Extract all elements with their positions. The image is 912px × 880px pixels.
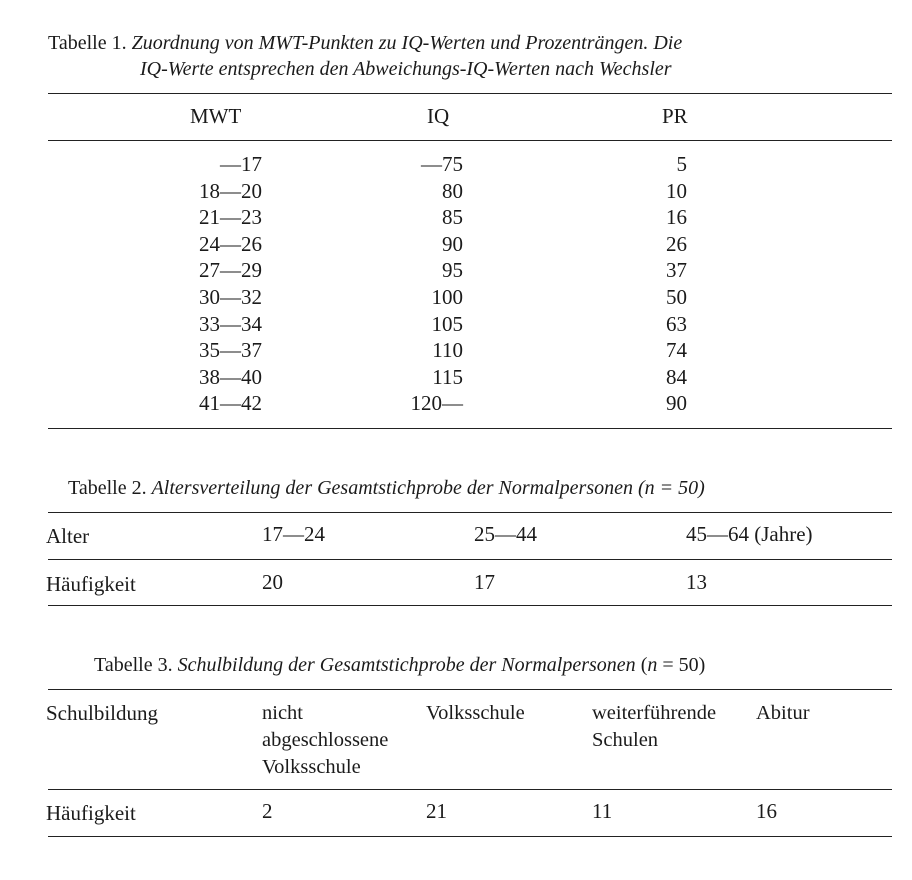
table1-cell-mwt: 35—37 (199, 338, 262, 363)
table1-cell-mwt: 33—34 (199, 311, 262, 336)
table3-top-rule (48, 689, 892, 690)
table1-cell-pr: 5 (676, 152, 687, 176)
table3-category-1 (262, 700, 388, 781)
table3-bottom-rule (48, 836, 892, 837)
table3-count-2: 21 (426, 799, 447, 823)
table1-cell-mwt: 27—29 (199, 258, 262, 283)
table1-cell-iq: 95 (442, 258, 463, 283)
table2-top-rule (48, 512, 892, 513)
table2-label-alter: Alter (46, 524, 90, 548)
table1-cell-pr: 10 (666, 178, 687, 203)
table2-label-haeufigkeit: Häufigkeit (46, 572, 136, 596)
table3-category-2 (426, 700, 525, 727)
table1-cell-iq: 120— (410, 391, 463, 416)
table3-category-2-line: Volksschule (426, 702, 525, 724)
table1-cell-mwt: 18—20 (199, 178, 262, 203)
table1-cell-pr: 26 (666, 231, 687, 256)
table1-cell-pr: 74 (666, 338, 687, 363)
table3-caption-n-open: ( (640, 654, 648, 676)
table1-cell-mwt: —17 (220, 152, 262, 176)
table3-count-4: 16 (756, 799, 777, 823)
table1-cell-pr: 50 (666, 285, 687, 309)
table3-caption-n-var: n (647, 654, 658, 676)
table1-cell-iq: 110 (432, 338, 463, 363)
table2-bottom-rule (48, 605, 892, 606)
table1-cell-mwt: 41—42 (199, 391, 262, 416)
table3-caption-label: Tabelle 3. (94, 654, 173, 676)
table1-cell-pr: 90 (666, 391, 687, 416)
table1-cell-pr: 16 (666, 205, 687, 230)
table3-category-1-line: nicht (262, 702, 303, 724)
table1-caption-line2 (140, 58, 672, 81)
table1-header-pr: PR (662, 104, 688, 128)
table1-cell-iq: 115 (432, 364, 463, 389)
table2-caption-n: (n = 50) (638, 477, 705, 499)
table1-caption-label: Tabelle 1. (48, 32, 127, 54)
table1-cell-iq: 85 (442, 205, 463, 230)
table1-header-rule (48, 140, 892, 141)
table2-age-1: 17—24 (262, 522, 325, 546)
table3-middle-rule (48, 789, 892, 790)
table1-cell-iq: 100 (431, 285, 463, 309)
table1-cell-iq: —75 (421, 152, 463, 176)
table3-category-1-line: Volksschule (262, 756, 361, 778)
table3-category-4-line: Abitur (756, 702, 810, 724)
table1-cell-pr: 63 (666, 311, 687, 336)
table2-middle-rule (48, 559, 892, 560)
table3-category-3-line: Schulen (592, 729, 659, 751)
table3-label-haeufigkeit: Häufigkeit (46, 801, 136, 825)
table1-cell-pr: 84 (666, 364, 687, 389)
table2-age-3: 45—64 (Jahre) (686, 522, 813, 546)
table1-cell-iq: 80 (442, 178, 463, 203)
table1-cell-mwt: 21—23 (199, 205, 262, 230)
table3-caption-text: Schulbildung der Gesamtstichprobe der Normalpersonen (177, 654, 636, 676)
table2-caption (68, 477, 705, 500)
table1-bottom-rule (48, 428, 892, 429)
table2-count-2: 17 (474, 570, 495, 594)
table1-caption-text-2: IQ-Werte entsprechen den Abweichungs-IQ-Werten nach Wechsler (140, 58, 672, 80)
table1-cell-mwt: 38—40 (199, 364, 262, 389)
table3-count-3: 11 (592, 799, 613, 823)
table3-caption-n-rest: = 50) (662, 654, 706, 676)
table2-count-3: 13 (686, 570, 707, 594)
table3-category-3-line: weiterführende (592, 702, 717, 724)
table1-caption-text: Zuordnung von MWT-Punkten zu IQ-Werten und Prozenträngen. Die (131, 32, 683, 54)
table1-cell-mwt: 30—32 (199, 285, 262, 309)
table2-caption-text: Altersverteilung der Gesamtstichprobe der Normalpersonen (151, 477, 633, 499)
table1-cell-iq: 90 (442, 231, 463, 256)
table1-cell-iq: 105 (431, 311, 463, 336)
table2-age-2: 25—44 (474, 522, 537, 546)
table3-caption (94, 654, 705, 677)
table1-caption-line1 (48, 32, 682, 55)
table1-header-mwt: MWT (190, 104, 242, 128)
table3-category-1-line: abgeschlossene (262, 729, 389, 751)
table1-cell-mwt: 24—26 (199, 231, 262, 256)
table2-caption-label: Tabelle 2. (68, 477, 147, 499)
table3-count-1: 2 (262, 799, 273, 823)
table1-top-rule (48, 93, 892, 94)
table1-header-iq: IQ (427, 104, 450, 128)
table3-label-schulbildung: Schulbildung (46, 701, 159, 725)
table3-category-3 (592, 700, 716, 754)
table1-cell-pr: 37 (666, 258, 687, 283)
table3-category-4 (756, 700, 810, 727)
table2-count-1: 20 (262, 570, 283, 594)
